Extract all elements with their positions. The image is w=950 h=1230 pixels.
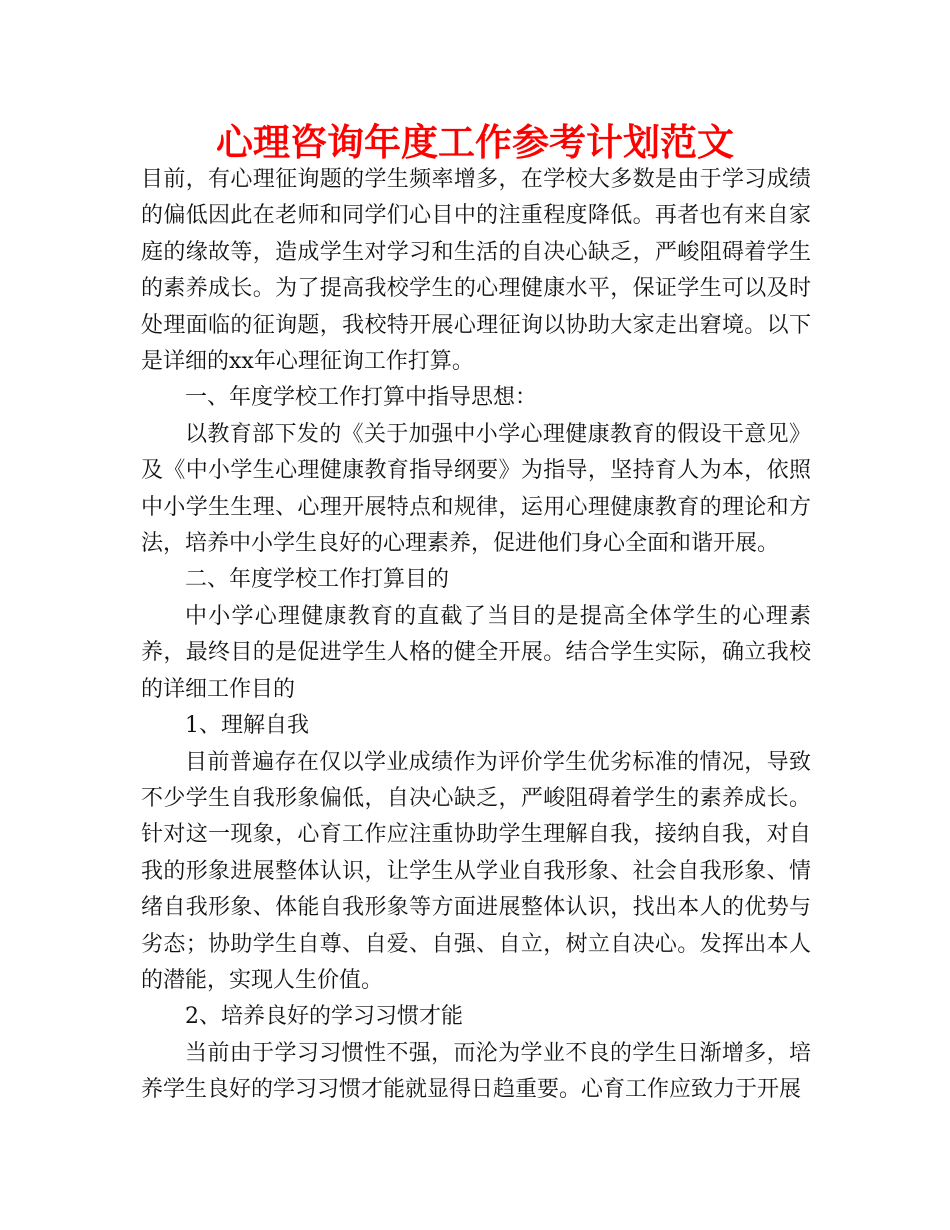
paragraph-intro: 目前，有心理征询题的学生频率增多，在学校大多数是由于学习成绩的偏低因此在老师和同学们心目中的注重程度降低。再者也有来自家庭的缘故等，造成学生对学习和生活的自决心缺乏，严峻阻碍着学生的素养成长。为了提高我校学生的心理健康水平，保证学生可以及时处理面临的征询题，我校特开展心理征询以协助大家走出窘境。以下是详细的xx年心理征询工作打算。	[141, 167, 811, 375]
document-title: 心理咨询年度工作参考计划范文	[216, 121, 734, 164]
subheading-study-habits: 2、培养良好的学习习惯才能	[185, 1004, 463, 1030]
paragraph-study-habits: 当前由于学习习惯性不强，而沦为学业不良的学生日渐增多，培养学生良好的学习习惯才能就显得日趋重要。心育工作应致力于开展	[141, 1040, 811, 1103]
section-heading-guiding-thought: 一、年度学校工作打算中指导思想：	[185, 385, 538, 411]
section-heading-purpose: 二、年度学校工作打算目的	[185, 567, 450, 593]
paragraph-purpose: 中小学心理健康教育的直截了当目的是提高全体学生的心理素养，最终目的是促进学生人格的健全开展。结合学生实际，确立我校的详细工作目的	[141, 603, 811, 702]
paragraph-guiding-thought: 以教育部下发的《关于加强中小学心理健康教育的假设干意见》及《中小学生心理健康教育指导纲要》为指导，坚持育人为本，依照中小学生生理、心理开展特点和规律，运用心理健康教育的理论和方法，培养中小学生良好的心理素养，促进他们身心全面和谐开展。	[141, 421, 811, 557]
subheading-understand-self: 1、理解自我	[185, 713, 309, 739]
document-body	[141, 162, 811, 1109]
paragraph-understand-self: 目前普遍存在仅以学业成绩作为评价学生优劣标准的情况，导致不少学生自我形象偏低，自决心缺乏，严峻阻碍着学生的素养成长。针对这一现象，心育工作应注重协助学生理解自我，接纳自我，对自我的形象进展整体认识，让学生从学业自我形象、社会自我形象、情绪自我形象、体能自我形象等方面进展整体认识，找出本人的优势与劣态；协助学生自尊、自爱、自强、自立，树立自决心。发挥出本人的潜能，实现人生价值。	[141, 749, 811, 993]
